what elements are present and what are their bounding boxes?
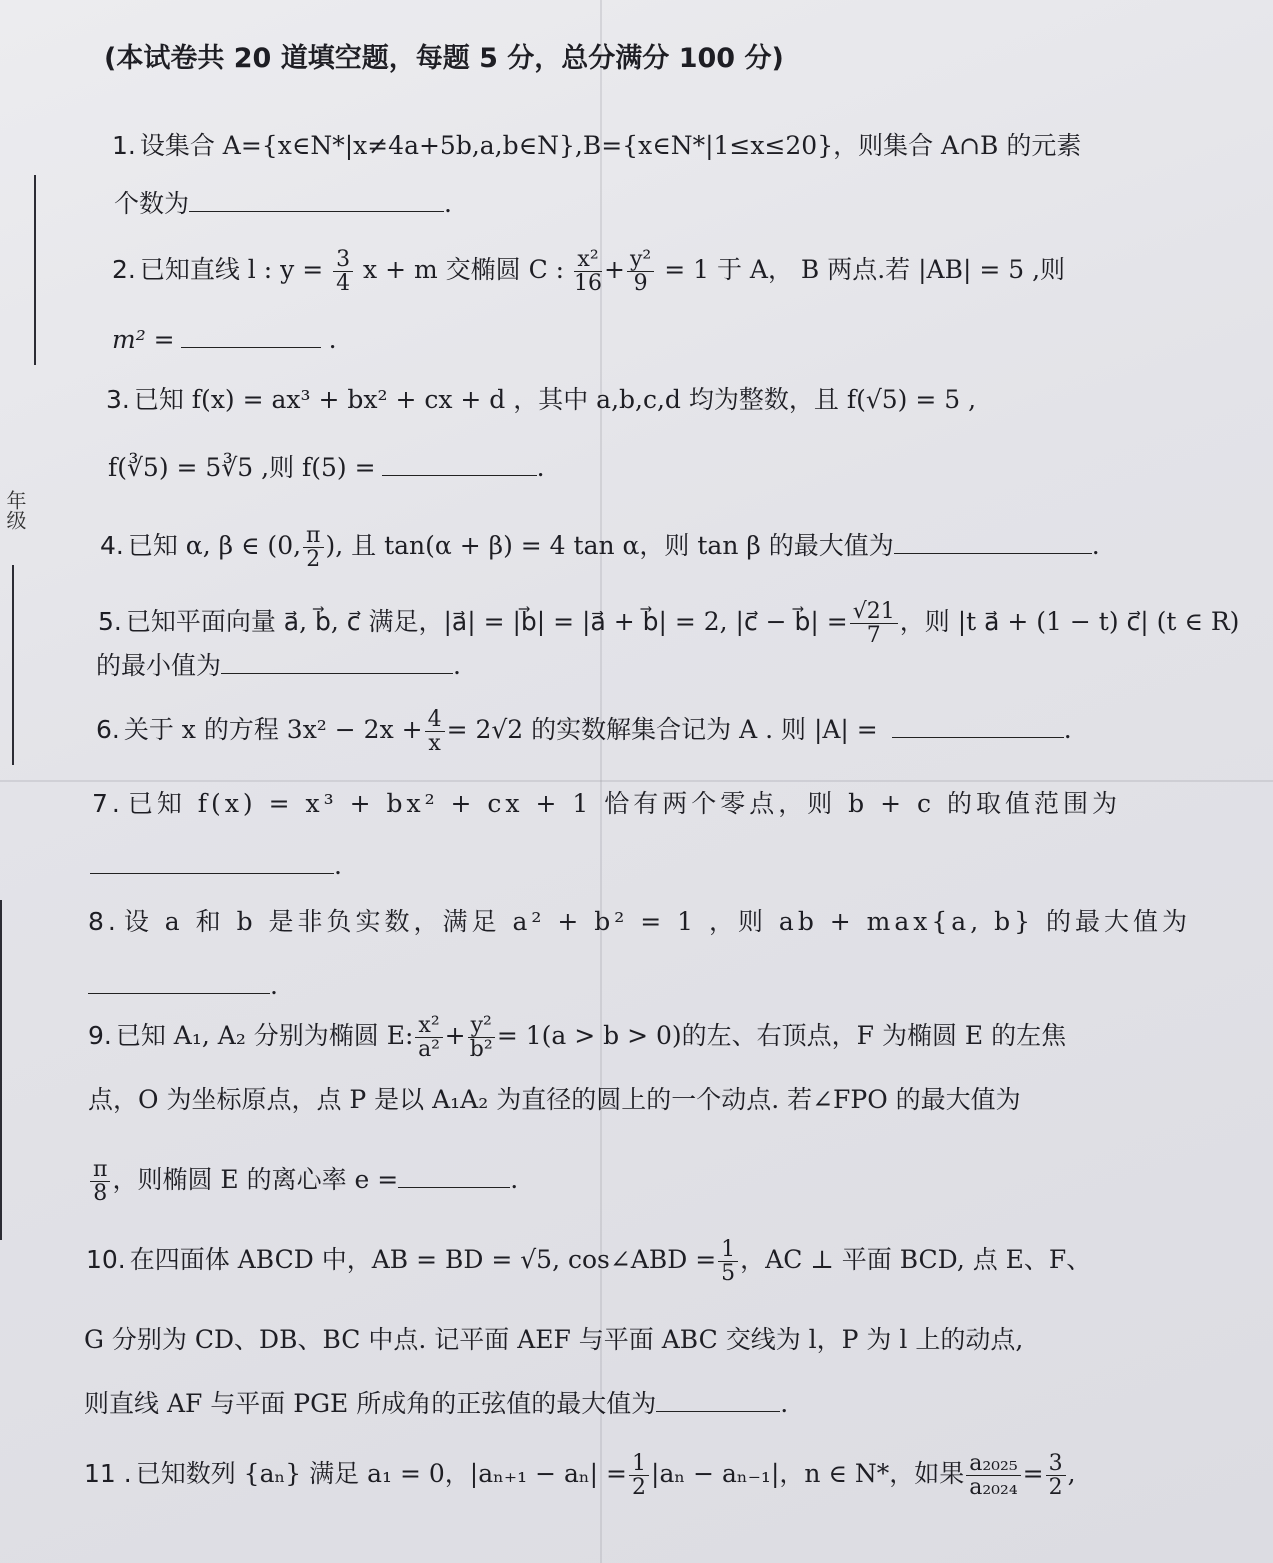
denominator: a₂₀₂₄ xyxy=(969,1475,1018,1501)
denominator: 5 xyxy=(721,1261,736,1287)
fraction xyxy=(718,1238,738,1285)
numerator: y² xyxy=(468,1014,495,1038)
question-text: 则直线 AF 与平面 PGE 所成角的正弦值的最大值为 xyxy=(84,1389,657,1418)
question-text: = 1(a > b > 0)的左、右顶点，F 为椭圆 E 的左焦 xyxy=(496,1021,1067,1051)
exam-header: (本试卷共 20 道填空题，每题 5 分，总分满分 100 分) xyxy=(104,43,784,74)
question-text: 已知 f(x) = x³ + bx² + cx + 1 恰有两个零点，则 b + c 的取值范围为 xyxy=(127,789,1121,818)
exam-page: 年级 (本试卷共 20 道填空题，每题 5 分，总分满分 100 分) 1. 设集合 A={x∈N*|x≠4a+5b,a,b∈N},B={x∈N*|1≤x≤20}，则集合 A∩B 的元素 个数为 . 2. 已知直线 l : y = $\frac{3}{4}$ x + m 交椭圆 C : $\frac{\text{x²}}{16}$ + $\frac{\text{y²}}{9}$ = 1 于 A， B 两点.若 |AB| = 5 ,则 m² = . 3. 已知 f(x) = ax³ + bx² + cx + d ，其中 a,b,c,d 均为整数，且 f(√5) = 5 , f(∛5) = 5∛5 ,则 f(5) = . 4. 已知 α, β ∈ (0, $\frac{\pi}{2}$ ), 且 tan(α + β) = 4 tan α，则 tan β 的最大值为 . 5. 已知平面向量 a⃗, b⃗, c⃗ 满足，|a⃗| = |b⃗| = |a⃗ + b⃗| = 2, |c⃗ − b⃗| = $\frac{√21}{7}$ ，则 |t a⃗ + (1 − t) c⃗| (t ∈ R) 的最小值为 . 6. 关于 x 的方程 3x² − 2x + $\frac{4}{x}$ = 2√2 的实数解集合记为 A . 则 |A| = . 7. 已知 f(x) = x³ + bx² + cx + 1 恰有两个零点，则 b + c 的取值范围为 . 8. 设 a 和 b 是非负实数，满足 a² + b² = 1 ，则 ab + max{a, b} 的最大值为 . 9. 已知 A₁, A₂ 分别为椭圆 E: $\frac{\text{x²}}{\text{a²}}$ + $\frac{\text{y²}}{\text{b²}}$ = 1(a > b > 0)的左、右顶点，F 为椭圆 E 的左焦 点，O 为坐标原点，点 P 是以 A₁A₂ 为直径的圆上的一个动点. 若∠FPO 的最大值为 $\frac{\pi}{8}$ ，则椭圆 E 的离心率 e = . 10. 在四面体 ABCD 中，AB = BD = √5, cos∠ABD = $\frac{1}{5}$ ，AC ⊥ 平面 BCD, 点 E、F、 G 分别为 CD、DB、BC 中点. 记平面 AEF 与平面 ABC 交线为 l，P 为 l 上的动点, 则直线 AF 与平面 PGE 所成角的正弦值的最大值为 . 11 . 已知数列 {aₙ} 满足 a₁ = 0，|aₙ₊₁ − aₙ| = $\frac{1}{2}$ |aₙ − aₙ₋₁|，n ∈ N*，如果 $\frac{\text{a₂₀₂₅}}{\text{a₂₀₂₄}}$ = $\frac{3}{2}$ , xyxy=(0,0,1273,1563)
question-number: 1. xyxy=(112,131,136,160)
numerator: y² xyxy=(627,248,654,272)
question-number: 7. xyxy=(92,789,124,818)
fraction xyxy=(627,248,654,295)
margin-grade-label: 年级 xyxy=(3,490,27,530)
question-text: = 1 于 A， B 两点.若 |AB| = 5 ,则 xyxy=(664,255,1066,285)
answer-blank[interactable] xyxy=(221,649,453,674)
numerator: 1 xyxy=(718,1238,738,1262)
denominator: 2 xyxy=(1048,1475,1063,1501)
answer-blank[interactable] xyxy=(398,1163,510,1188)
question-text: 已知平面向量 a⃗, b⃗, c⃗ 满足，|a⃗| = |b⃗| = |a⃗ + b⃗| = 2, |c⃗ − b⃗| = xyxy=(125,607,848,637)
question-text: = 2√2 的实数解集合记为 A . 则 |A| = xyxy=(446,715,878,745)
question-text: |aₙ − aₙ₋₁|，n ∈ N*，如果 xyxy=(651,1459,965,1489)
numerator: π xyxy=(90,1158,110,1182)
answer-blank[interactable] xyxy=(656,1387,780,1412)
denominator: a² xyxy=(418,1037,440,1063)
fraction xyxy=(574,248,602,295)
denominator: 7 xyxy=(866,623,881,649)
question-text: 关于 x 的方程 3x² − 2x + xyxy=(123,715,423,745)
numerator: 4 xyxy=(425,708,445,732)
question-text: 个数为 xyxy=(114,189,190,218)
question-text: G 分别为 CD、DB、BC 中点. 记平面 AEF 与平面 ABC 交线为 l，P 为 l 上的动点, xyxy=(84,1325,1024,1354)
denominator: 16 xyxy=(574,271,603,297)
question-text: x + m 交椭圆 C : xyxy=(363,255,565,285)
denominator: x xyxy=(428,731,441,757)
fraction xyxy=(303,524,323,571)
question-text: 的最小值为 xyxy=(96,651,222,680)
answer-blank[interactable] xyxy=(894,529,1092,554)
numerator: 3 xyxy=(333,248,353,272)
answer-blank[interactable] xyxy=(88,969,270,994)
fraction xyxy=(90,1158,110,1205)
denominator: b² xyxy=(469,1037,493,1063)
question-number: 11 . xyxy=(84,1459,132,1489)
question-text: ，则 |t a⃗ + (1 − t) c⃗| (t ∈ R) xyxy=(899,607,1240,637)
question-text: ，AC ⊥ 平面 BCD, 点 E、F、 xyxy=(740,1245,1092,1275)
numerator: π xyxy=(303,524,323,548)
answer-blank[interactable] xyxy=(892,713,1064,738)
question-number: 8. xyxy=(88,907,120,936)
question-number: 2. xyxy=(112,255,136,285)
question-number: 6. xyxy=(96,715,120,745)
question-number: 4. xyxy=(100,531,124,561)
answer-blank[interactable] xyxy=(90,849,334,874)
answer-blank[interactable] xyxy=(382,451,537,476)
numerator: 3 xyxy=(1046,1452,1066,1476)
margin-line xyxy=(12,565,14,765)
denominator: 2 xyxy=(306,547,321,573)
question-number: 5. xyxy=(98,607,122,637)
fraction xyxy=(333,248,353,295)
margin-line xyxy=(34,175,36,365)
numerator: a₂₀₂₅ xyxy=(966,1452,1020,1476)
denominator: 4 xyxy=(336,271,351,297)
question-text: 已知数列 {aₙ} 满足 a₁ = 0，|aₙ₊₁ − aₙ| = xyxy=(135,1459,628,1489)
fraction xyxy=(629,1452,649,1499)
numerator: x² xyxy=(574,248,602,272)
numerator: √21 xyxy=(850,600,898,624)
question-text: 已知 f(x) = ax³ + bx² + cx + d ，其中 a,b,c,d 均为整数，且 f(√5) = 5 , xyxy=(133,385,977,414)
fraction xyxy=(850,600,898,647)
question-text: m² = xyxy=(112,325,175,354)
question-text: 设集合 A={x∈N*|x≠4a+5b,a,b∈N},B={x∈N*|1≤x≤20}，则集合 A∩B 的元素 xyxy=(139,131,1082,160)
denominator: 8 xyxy=(93,1181,108,1207)
plus-sign: + xyxy=(444,1021,466,1051)
question-text: 点，O 为坐标原点，点 P 是以 A₁A₂ 为直径的圆上的一个动点. 若∠FPO 的最大值为 xyxy=(88,1085,1021,1114)
answer-blank[interactable] xyxy=(189,187,444,212)
question-text: 已知 α, β ∈ (0, xyxy=(127,531,302,561)
fraction xyxy=(966,1452,1020,1499)
numerator: 1 xyxy=(629,1452,649,1476)
question-text: 设 a 和 b 是非负实数，满足 a² + b² = 1 ，则 ab + max{a, b} 的最大值为 xyxy=(123,907,1191,936)
numerator: x² xyxy=(415,1014,442,1038)
margin-line xyxy=(0,900,2,1240)
question-text: , xyxy=(1067,1459,1076,1489)
fraction xyxy=(415,1014,442,1061)
question-number: 9. xyxy=(88,1021,112,1051)
question-text: 已知 A₁, A₂ 分别为椭圆 E: xyxy=(115,1021,414,1051)
question-number: 3. xyxy=(106,385,130,414)
question-number: 10. xyxy=(86,1245,126,1275)
denominator: 9 xyxy=(633,271,648,297)
question-text: 在四面体 ABCD 中，AB = BD = √5, cos∠ABD = xyxy=(129,1245,717,1275)
question-text: 已知直线 l : y = xyxy=(139,255,324,285)
question-text: ), 且 tan(α + β) = 4 tan α，则 tan β 的最大值为 xyxy=(325,531,894,561)
equals-sign: = xyxy=(1022,1459,1044,1489)
plus-sign: + xyxy=(604,255,625,285)
fraction xyxy=(468,1014,495,1061)
question-text: ，则椭圆 E 的离心率 e = xyxy=(112,1165,399,1195)
question-text: f(∛5) = 5∛5 ,则 f(5) = xyxy=(108,453,376,482)
denominator: 2 xyxy=(632,1475,647,1501)
answer-blank[interactable] xyxy=(181,323,321,348)
fraction xyxy=(1046,1452,1066,1499)
fraction xyxy=(425,708,445,755)
paper-fold-horizontal xyxy=(0,780,1273,782)
